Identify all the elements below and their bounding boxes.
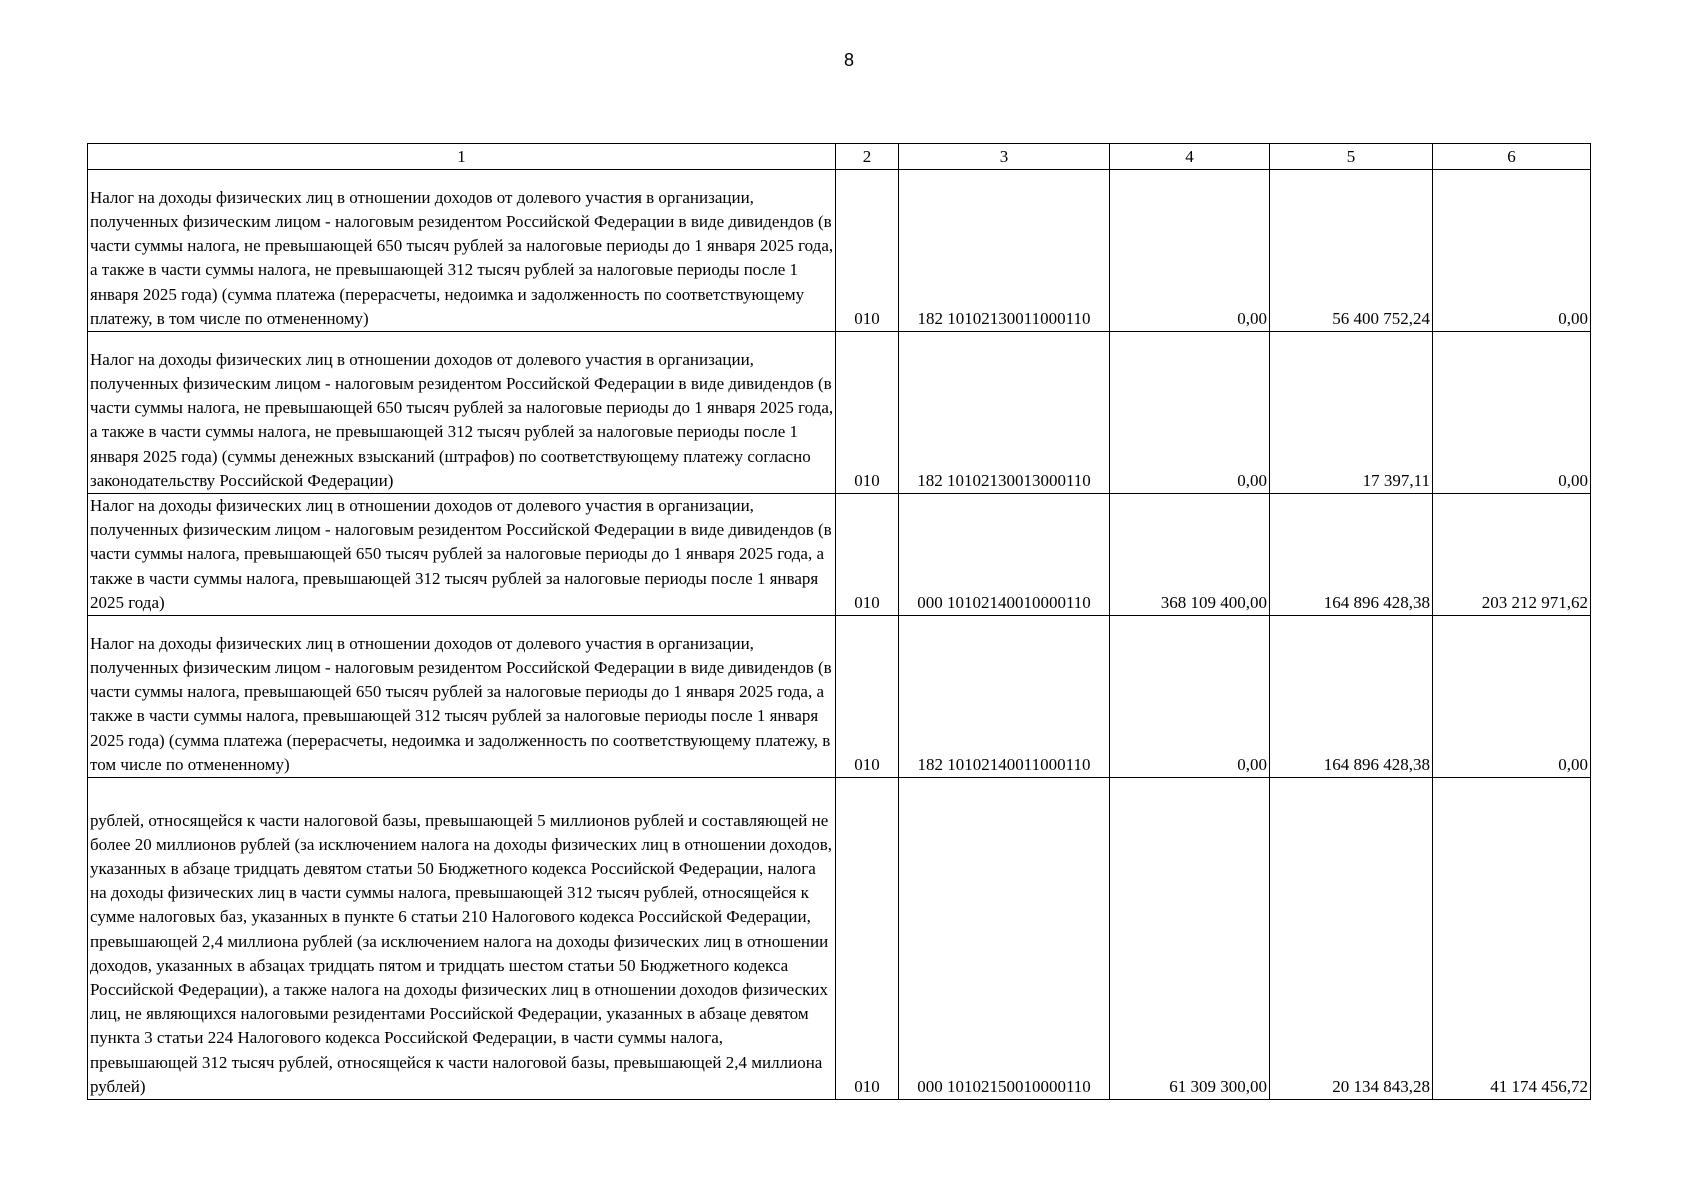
table-row — [88, 778, 1591, 1100]
table-row — [88, 616, 1591, 778]
income-name-cell: Налог на доходы физических лиц в отношении доходов от долевого участия в организации, полученных физическим лицом - налоговым резидентом Российской Федерации в виде дивидендов (в части суммы налога, не превышающей 650 тысяч рублей за налоговые периоды до 1 января 2025 года, а также в части суммы налога, не превышающей 312 тысяч рублей за налоговые периоды после 1 января 2025 года) (сумма платежа (перерасчеты, недоимка и задолженность по соответствующему платежу, в том числе по отмененному) — [88, 170, 836, 332]
amount-cell-col5: 17 397,11 — [1270, 332, 1433, 494]
line-code-cell: 010 — [836, 616, 899, 778]
table-row — [88, 332, 1591, 494]
income-name-cell: Налог на доходы физических лиц в отношении доходов от долевого участия в организации, полученных физическим лицом - налоговым резидентом Российской Федерации в виде дивидендов (в части суммы налога, не превышающей 650 тысяч рублей за налоговые периоды до 1 января 2025 года, а также в части суммы налога, не превышающей 312 тысяч рублей за налоговые периоды после 1 января 2025 года) (суммы денежных взысканий (штрафов) по соответствующему платежу согласно законодательству Российской Федерации) — [88, 332, 836, 494]
column-header: 5 — [1270, 144, 1433, 170]
column-header: 6 — [1433, 144, 1591, 170]
column-header: 1 — [88, 144, 836, 170]
budget-code-cell: 182 10102130011000110 — [899, 170, 1110, 332]
amount-cell-col4: 0,00 — [1110, 616, 1270, 778]
column-header: 3 — [899, 144, 1110, 170]
line-code-cell: 010 — [836, 332, 899, 494]
table-header-row — [88, 144, 1591, 170]
amount-cell-col5: 164 896 428,38 — [1270, 494, 1433, 616]
amount-cell-col6: 0,00 — [1433, 616, 1591, 778]
budget-code-cell: 182 10102140011000110 — [899, 616, 1110, 778]
amount-cell-col5: 20 134 843,28 — [1270, 778, 1433, 1100]
line-code-cell: 010 — [836, 778, 899, 1100]
column-header: 4 — [1110, 144, 1270, 170]
table-row — [88, 170, 1591, 332]
amount-cell-col6: 203 212 971,62 — [1433, 494, 1591, 616]
amount-cell-col4: 0,00 — [1110, 332, 1270, 494]
table-row — [88, 494, 1591, 616]
amount-cell-col6: 0,00 — [1433, 332, 1591, 494]
report-table — [87, 143, 1591, 1100]
budget-code-cell: 182 10102130013000110 — [899, 332, 1110, 494]
column-header: 2 — [836, 144, 899, 170]
amount-cell-col6: 0,00 — [1433, 170, 1591, 332]
amount-cell-col5: 164 896 428,38 — [1270, 616, 1433, 778]
amount-cell-col4: 0,00 — [1110, 170, 1270, 332]
page-number: 8 — [843, 50, 854, 70]
amount-cell-col6: 41 174 456,72 — [1433, 778, 1591, 1100]
budget-code-cell: 000 10102140010000110 — [899, 494, 1110, 616]
line-code-cell: 010 — [836, 494, 899, 616]
income-name-cell: Налог на доходы физических лиц в отношении доходов от долевого участия в организации, полученных физическим лицом - налоговым резидентом Российской Федерации в виде дивидендов (в части суммы налога, превышающей 650 тысяч рублей за налоговые периоды до 1 января 2025 года, а также в части суммы налога, превышающей 312 тысяч рублей за налоговые периоды после 1 января 2025 года) (сумма платежа (перерасчеты, недоимка и задолженность по соответствующему платежу, в том числе по отмененному) — [88, 616, 836, 778]
income-name-cell: Налог на доходы физических лиц в отношении доходов от долевого участия в организации, полученных физическим лицом - налоговым резидентом Российской Федерации в виде дивидендов (в части суммы налога, превышающей 650 тысяч рублей за налоговые периоды до 1 января 2025 года, а также в части суммы налога, превышающей 312 тысяч рублей за налоговые периоды после 1 января 2025 года) — [88, 494, 836, 616]
line-code-cell: 010 — [836, 170, 899, 332]
amount-cell-col4: 368 109 400,00 — [1110, 494, 1270, 616]
amount-cell-col5: 56 400 752,24 — [1270, 170, 1433, 332]
income-name-cell: рублей, относящейся к части налоговой базы, превышающей 5 миллионов рублей и составляющей не более 20 миллионов рублей (за исключением налога на доходы физических лиц в отношении доходов, указанных в абзаце тридцать девятом статьи 50 Бюджетного кодекса Российской Федерации, налога на доходы физических лиц в части суммы налога, превышающей 312 тысяч рублей, относящейся к сумме налоговых баз, указанных в пункте 6 статьи 210 Налогового кодекса Российской Федерации, превышающей 2,4 миллиона рублей (за исключением налога на доходы физических лиц в отношении доходов, указанных в абзацах тридцать пятом и тридцать шестом статьи 50 Бюджетного кодекса Российской Федерации), а также налога на доходы физических лиц в отношении доходов физических лиц, не являющихся налоговыми резидентами Российской Федерации, указанных в абзаце девятом пункта 3 статьи 224 Налогового кодекса Российской Федерации, в части суммы налога, превышающей 312 тысяч рублей, относящейся к части налоговой базы, превышающей 2,4 миллиона рублей) — [88, 778, 836, 1100]
amount-cell-col4: 61 309 300,00 — [1110, 778, 1270, 1100]
budget-code-cell: 000 10102150010000110 — [899, 778, 1110, 1100]
